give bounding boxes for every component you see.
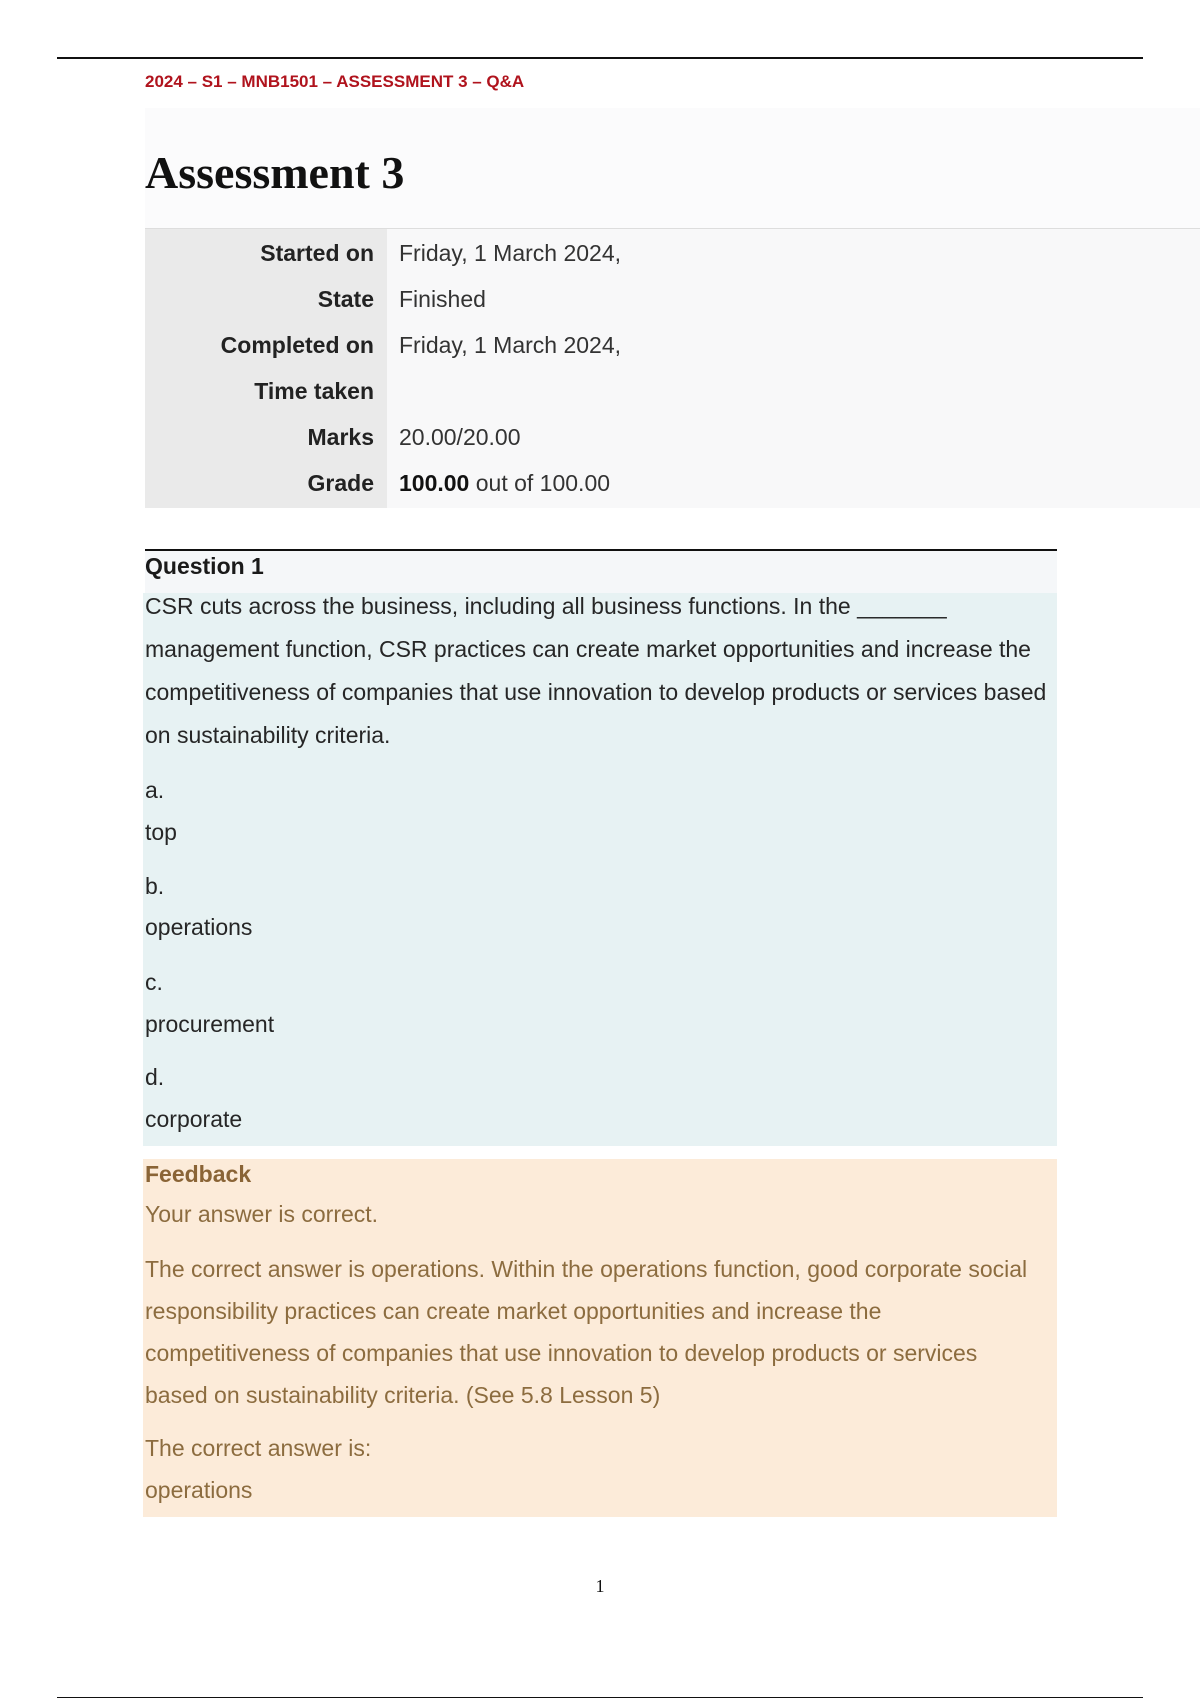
attempt-summary-table: [145, 228, 1200, 508]
bottom-rule: [57, 1697, 1143, 1698]
correct-answer-value: operations: [145, 1477, 253, 1503]
summary-row-marks: [145, 414, 1200, 460]
question-number: Question 1: [145, 553, 264, 579]
option-c[interactable]: procurement: [145, 1011, 275, 1037]
summary-value: Friday, 1 March 2024,: [399, 332, 622, 358]
option-letter: d.: [145, 1064, 165, 1090]
summary-value: 20.00/20.00: [399, 424, 521, 450]
summary-value: [399, 460, 610, 506]
question-text: CSR cuts across the business, including all business functions. In the _______ management function, CSR practices can create market opportunities and increase the competitiveness of companies that use innovation to develop products or services based on sustainability criteria.: [145, 593, 1047, 748]
top-rule: [57, 57, 1143, 59]
grade-out-of: out of 100.00: [469, 470, 611, 496]
document-header: 2024 – S1 – MNB1501 – ASSESSMENT 3 – Q&A: [145, 72, 525, 91]
summary-row-completed-on: [145, 322, 1200, 368]
option-letter: b.: [145, 873, 165, 899]
summary-label: Started on: [260, 240, 374, 266]
option-letter: a.: [145, 777, 165, 803]
summary-row-time-taken: [145, 368, 1200, 414]
summary-value: Finished: [399, 286, 486, 312]
option-b[interactable]: operations: [145, 914, 253, 940]
summary-value: Friday, 1 March 2024,: [399, 240, 622, 266]
feedback-explanation: The correct answer is operations. Within the operations function, good corporate social responsibility practices can create market opportunities and increase the competitiveness of companies that use innovation to develop products or services based on sustainability criteria. (See 5.8 Lesson 5): [145, 1256, 1028, 1408]
page-title: Assessment 3: [145, 147, 405, 198]
summary-label: Time taken: [254, 378, 374, 404]
option-d[interactable]: corporate: [145, 1106, 243, 1132]
option-a[interactable]: top: [145, 819, 177, 845]
feedback-result: Your answer is correct.: [145, 1201, 379, 1227]
summary-label: Marks: [307, 424, 374, 450]
grade-score: 100.00: [399, 470, 470, 496]
feedback-title: Feedback: [145, 1161, 252, 1187]
summary-label: Grade: [307, 470, 374, 496]
summary-label: Completed on: [220, 332, 374, 358]
correct-answer-label: The correct answer is:: [145, 1435, 372, 1461]
summary-row-state: [145, 276, 1200, 322]
page-number: 1: [595, 1576, 605, 1596]
summary-row-grade: [145, 460, 1200, 506]
option-letter: c.: [145, 969, 163, 995]
summary-label: State: [317, 286, 374, 312]
summary-row-started-on: [145, 230, 1200, 276]
